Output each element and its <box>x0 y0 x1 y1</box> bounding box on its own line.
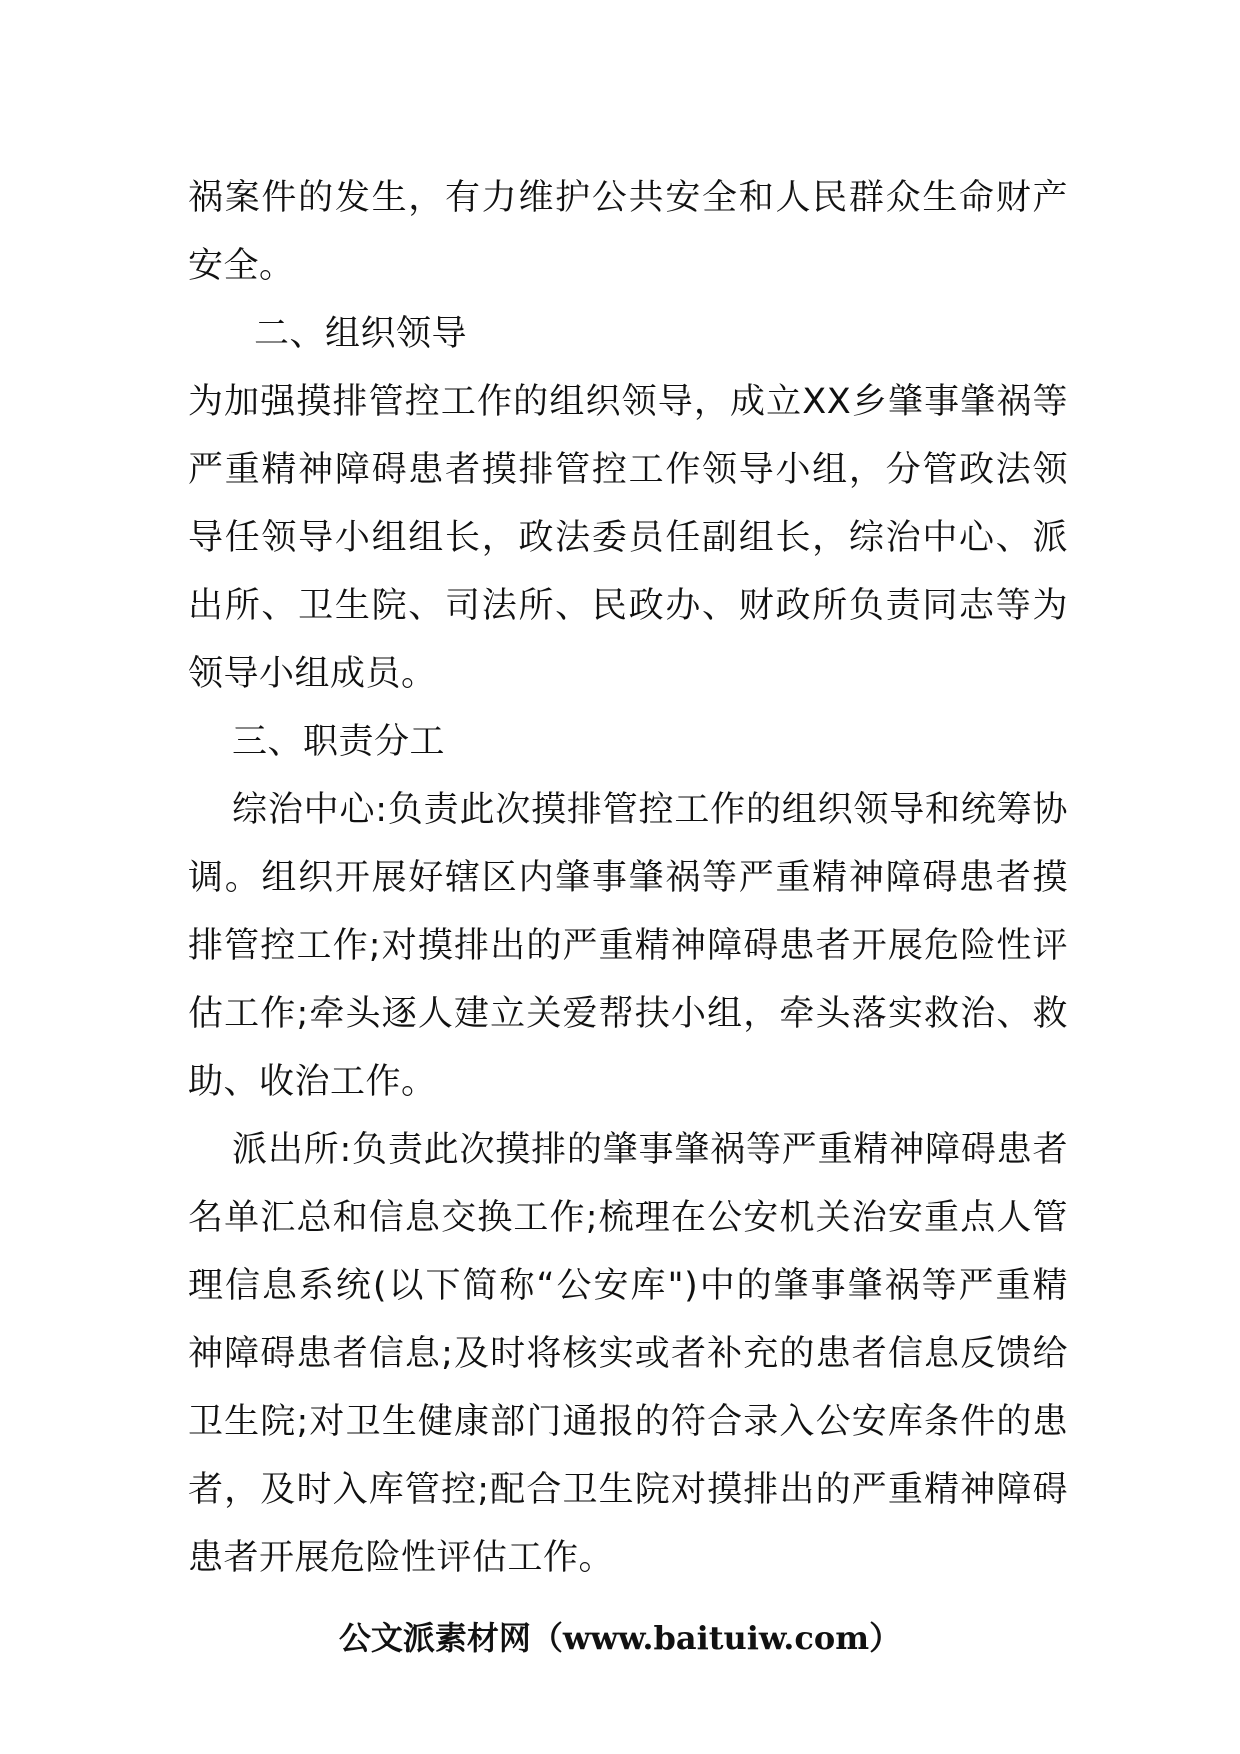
paragraph-police-station: 派出所:负责此次摸排的肇事肇祸等严重精神障碍患者名单汇总和信息交换工作;梳理在公安机关治安重点人管理信息系统(以下简称“公安库")中的肇事肇祸等严重精神障碍患者信息;及时将核实或者补充的患者信息反馈给卫生院;对卫生健康部门通报的符合录入公安库条件的患者，及时入库管控;配合卫生院对摸排出的严重精神障碍患者开展危险性评估工作。 <box>188 1130 1068 1578</box>
paragraph-organization: 为加强摸排管控工作的组织领导，成立XX乡肇事肇祸等严重精神障碍患者摸排管控工作领导小组，分管政法领导任领导小组组长，政法委员任副组长，综治中心、派出所、卫生院、司法所、民政办、财政所负责同志等为领导小组成员。 <box>188 382 1068 694</box>
document-body <box>188 164 1068 1592</box>
paragraph-governance-center: 综治中心:负责此次摸排管控工作的组织领导和统筹协调。组织开展好辖区内肇事肇祸等严重精神障碍患者摸排管控工作;对摸排出的严重精神障碍患者开展危险性评估工作;牵头逐人建立关爱帮扶小组，牵头落实救治、救助、收治工作。 <box>188 790 1068 1102</box>
footer-watermark: 公文派素材网（www.baituiw.com） <box>338 1619 902 1657</box>
paragraph-continuation: 祸案件的发生，有力维护公共安全和人民群众生命财产安全。 <box>188 178 1068 286</box>
section-heading-responsibilities: 三、职责分工 <box>232 722 446 762</box>
section-heading-organization: 二、组织领导 <box>254 314 468 354</box>
